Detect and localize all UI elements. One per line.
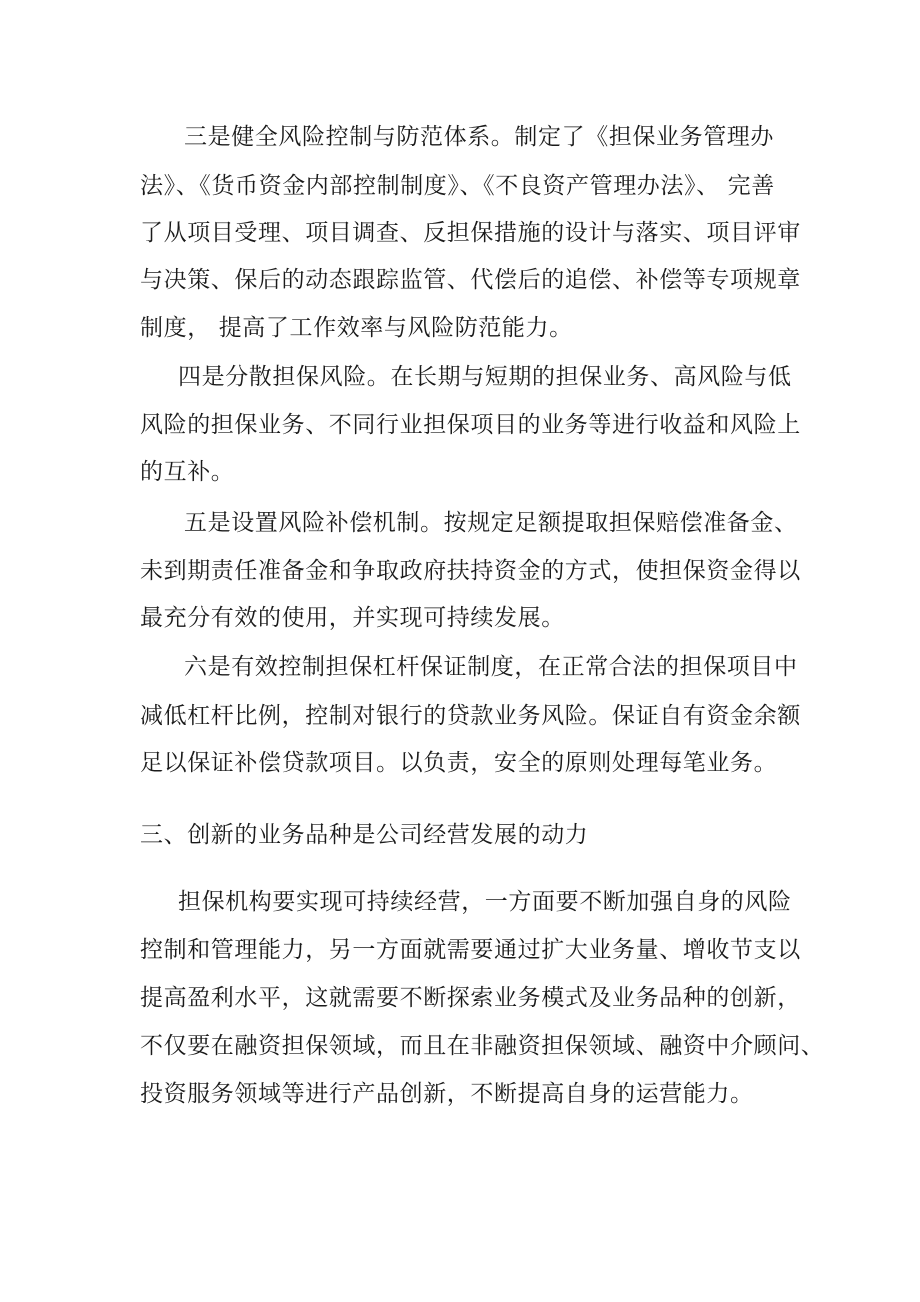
closing-paragraph-line-1: 担保机构要实现可持续经营，一方面要不断加强自身的风险 xyxy=(178,889,792,915)
closing-paragraph-line-4: 不仅要在融资担保领域，而且在非融资担保领域、融资中介顾问、 xyxy=(140,1033,825,1059)
paragraph-3-line-2: 法》、《货币资金内部控制制度》、《不良资产管理办法》、 完善 xyxy=(140,173,775,199)
paragraph-3-line-3: 了从项目受理、项目调查、反担保措施的设计与落实、项目评审 xyxy=(140,220,801,246)
paragraph-6-line-3: 足以保证补偿贷款项目。以负责，安全的原则处理每笔业务。 xyxy=(140,750,778,776)
closing-paragraph-line-2: 控制和管理能力，另一方面就需要通过扩大业务量、增收节支以 xyxy=(140,937,801,963)
paragraph-4-line-1: 四是分散担保风险。在长期与短期的担保业务、高风险与低 xyxy=(178,364,792,390)
paragraph-4-line-2: 风险的担保业务、不同行业担保项目的业务等进行收益和风险上 xyxy=(140,412,801,438)
paragraph-5-line-1: 五是设置风险补偿机制。按规定足额提取担保赔偿准备金、 xyxy=(184,510,798,536)
paragraph-6-line-2: 减低杠杆比例，控制对银行的贷款业务风险。保证自有资金余额 xyxy=(140,703,801,729)
paragraph-4-line-3: 的互补。 xyxy=(140,459,235,485)
paragraph-3-line-4: 与决策、保后的动态跟踪监管、代偿后的追偿、补偿等专项规章 xyxy=(140,267,801,293)
paragraph-5-line-3: 最充分有效的使用，并实现可持续发展。 xyxy=(140,605,565,631)
paragraph-3-line-1: 三是健全风险控制与防范体系。制定了《担保业务管理办 xyxy=(184,124,774,150)
closing-paragraph-line-3: 提高盈利水平，这就需要不断探索业务模式及业务品种的创新， xyxy=(140,985,801,1011)
paragraph-5-line-2: 未到期责任准备金和争取政府扶持资金的方式，使担保资金得以 xyxy=(140,558,801,584)
section-heading: 三、创新的业务品种是公司经营发展的动力 xyxy=(140,822,589,848)
paragraph-3-line-5: 制度， 提高了工作效率与风险防范能力。 xyxy=(140,315,573,341)
paragraph-6-line-1: 六是有效控制担保杠杆保证制度，在正常合法的担保项目中 xyxy=(184,654,798,680)
closing-paragraph-line-5: 投资服务领域等进行产品创新，不断提高自身的运营能力。 xyxy=(140,1081,754,1107)
